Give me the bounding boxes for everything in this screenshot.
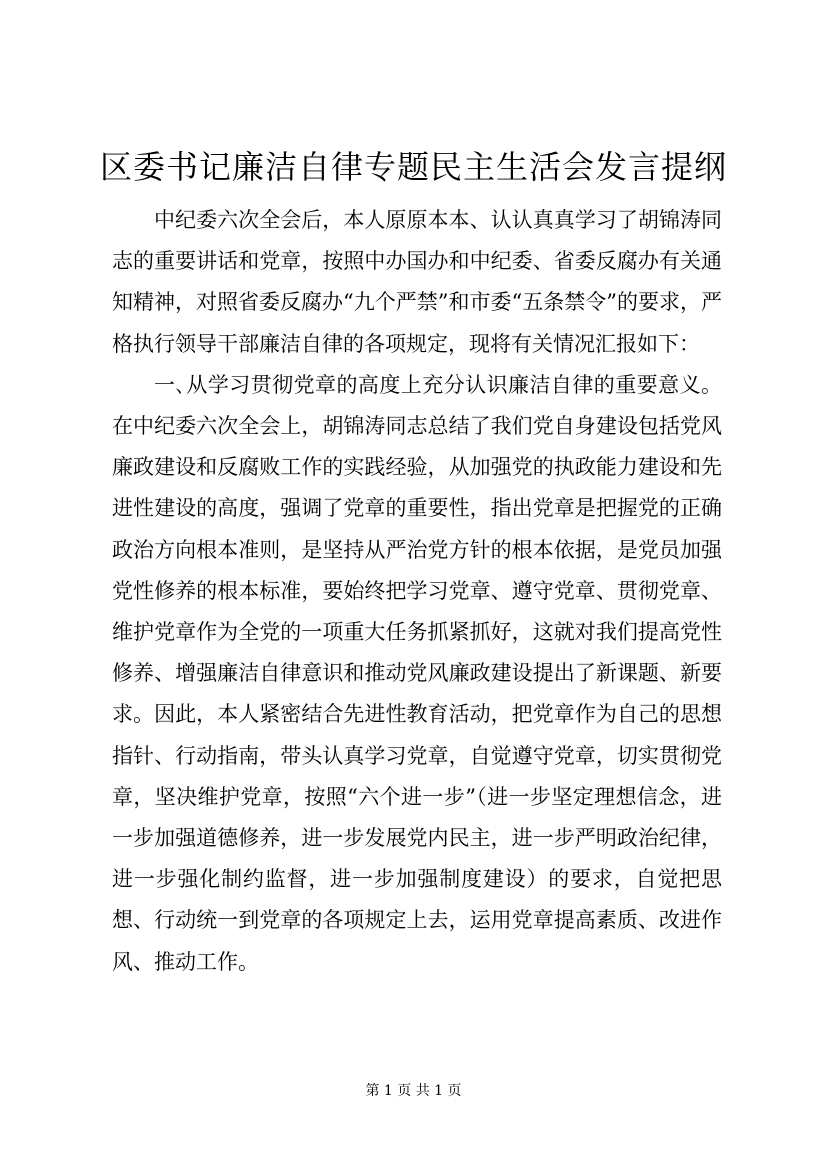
paragraph-section-one: 一､从学习贯彻党章的高度上充分认识廉洁自律的重要意义。在中纪委六次全会上，胡锦涛同志总结了我们党自身建设包括党风廉政建设和反腐败工作的实践经验，从加强党的执政能力建设和先进性建设的高度，强调了党章的重要性，指出党章是把握党的正确政治方向根本准则，是坚持从严治党方针的根本依据，是党员加强党性修养的根本标准，要始终把学习党章、遵守党章、贯彻党章、维护党章作为全党的一项重大任务抓紧抓好，这就对我们提高党性修养、增强廉洁自律意识和推动党风廉政建设提出了新课题、新要求。因此，本人紧密结合先进性教育活动，把党章作为自己的思想指针、行动指南，带头认真学习党章，自觉遵守党章，切实贯彻党章，坚决维护党章，按照“六个进一步”（进一步坚定理想信念，进一步加强道德修养，进一步发展党内民主，进一步严明政治纪律，进一步强化制约监督，进一步加强制度建设）的要求，自觉把思想、行动统一到党章的各项规定上去，运用党章提高素质、改进作风、推动工作。 [112,372,722,974]
document-title: 区委书记廉洁自律专题民主生活会发言提纲 [99,148,727,186]
document-body [112,200,722,983]
page-footer: 第 1 页 共 1 页 [365,1083,462,1099]
paragraph-intro: 中纪委六次全会后，本人原原本本、认认真真学习了胡锦涛同志的重要讲话和党章，按照中办国办和中纪委、省委反腐办有关通知精神，对照省委反腐办“九个严禁”和市委“五条禁令”的要求，严格执行领导干部廉洁自律的各项规定，现将有关情况汇报如下： [112,208,722,356]
